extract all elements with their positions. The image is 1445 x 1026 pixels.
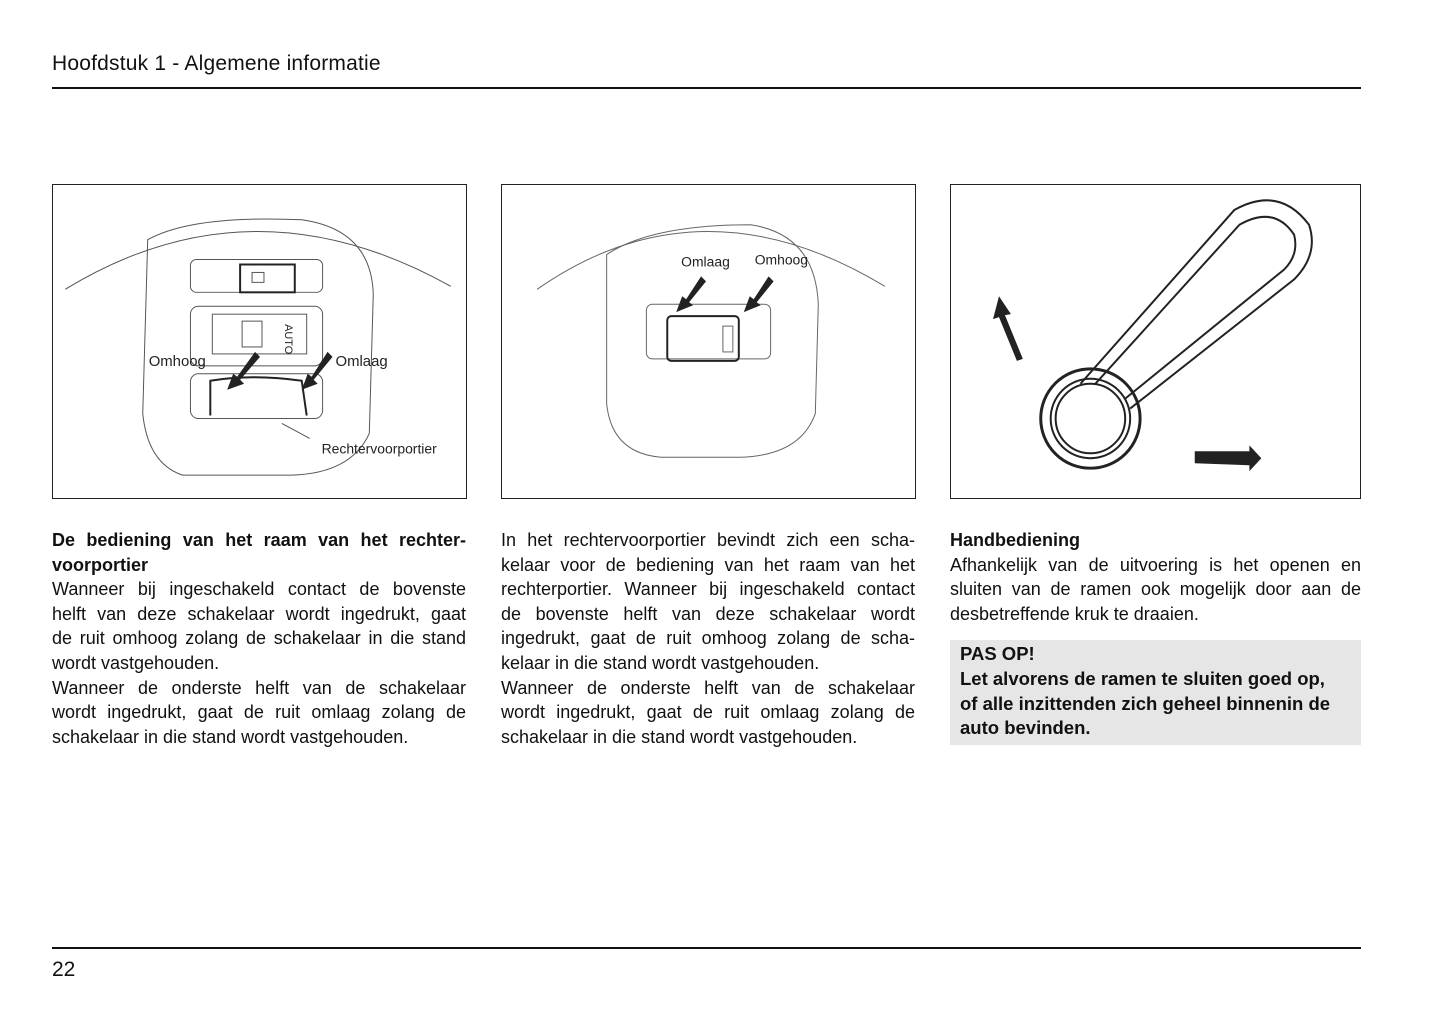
footer-rule <box>52 947 1361 949</box>
text-line: Wanneer de onderste helft van de schakelaar <box>52 677 466 698</box>
page-number: 22 <box>52 958 76 981</box>
text-line: kelaar in die stand wordt vastgehouden. <box>501 652 820 673</box>
text-line: wordt ingedrukt, gaat de ruit omlaag zolang de <box>501 702 915 723</box>
section-heading: Handbediening <box>950 530 1080 550</box>
text-line: helft van deze schakelaar wordt ingedrukt, gaat <box>52 603 466 624</box>
warning-line: auto bevinden. <box>960 717 1091 739</box>
text-line: rechterportier. Wanneer bij ingeschakeld contact <box>501 579 915 600</box>
text-line: kelaar voor de bediening van het raam van het <box>501 554 915 575</box>
text-line: Wanneer de onderste helft van de schakelaar <box>501 677 915 698</box>
text-line: Wanneer bij ingeschakeld contact de bovenste <box>52 579 466 600</box>
header-rule <box>52 87 1361 89</box>
label-omhoog: Omhoog <box>148 353 206 370</box>
text-line: schakelaar in die stand wordt vastgehouden. <box>52 726 409 747</box>
warning-box <box>950 640 1361 744</box>
chapter-title: Hoofdstuk 1 - Algemene informatie <box>52 52 381 75</box>
window-crank-illustration <box>951 185 1360 498</box>
window-switch-illustration <box>53 185 466 498</box>
text-line: Afhankelijk van de uitvoering is het openen en <box>950 554 1361 575</box>
auto-label: AUTO <box>281 324 294 355</box>
text-line: de ruit omhoog zolang de schakelaar in die stand <box>52 628 466 649</box>
passenger-switch-illustration <box>502 185 915 498</box>
text-line: ingedrukt, gaat de ruit omhoog zolang de scha- <box>501 628 915 649</box>
label-omlaag: Omlaag <box>681 253 730 270</box>
text-line: wordt ingedrukt, gaat de ruit omlaag zolang de <box>52 702 466 723</box>
text-line: sluiten van de ramen ook mogelijk door aan de <box>950 579 1361 600</box>
warning-title: PAS OP! <box>960 643 1035 665</box>
label-omlaag: Omlaag <box>335 353 388 370</box>
label-rechtervoorportier: Rechtervoorportier <box>321 440 437 457</box>
text-line: desbetreffende kruk te draaien. <box>950 603 1199 624</box>
warning-line: of alle inzittenden zich geheel binnenin de <box>960 692 1331 714</box>
figure-passenger-switch <box>501 184 916 499</box>
figure-window-crank <box>950 184 1361 499</box>
text-line: de bovenste helft van deze schakelaar wordt <box>501 603 915 624</box>
figure-window-switch-panel <box>52 184 467 499</box>
section-heading: De bediening van het raam van het rechter- <box>52 530 466 550</box>
text-line: schakelaar in die stand wordt vastgehouden. <box>501 726 858 747</box>
text-line: wordt vastgehouden. <box>52 652 220 673</box>
column-manual-operation <box>950 528 1361 745</box>
column-power-window <box>52 528 466 749</box>
text-line: In het rechtervoorportier bevindt zich een scha- <box>501 530 915 550</box>
label-omhoog: Omhoog <box>754 251 809 268</box>
column-passenger-window <box>501 528 915 749</box>
warning-line: Let alvorens de ramen te sluiten goed op, <box>960 667 1325 689</box>
section-heading-cont: voorportier <box>52 554 149 575</box>
